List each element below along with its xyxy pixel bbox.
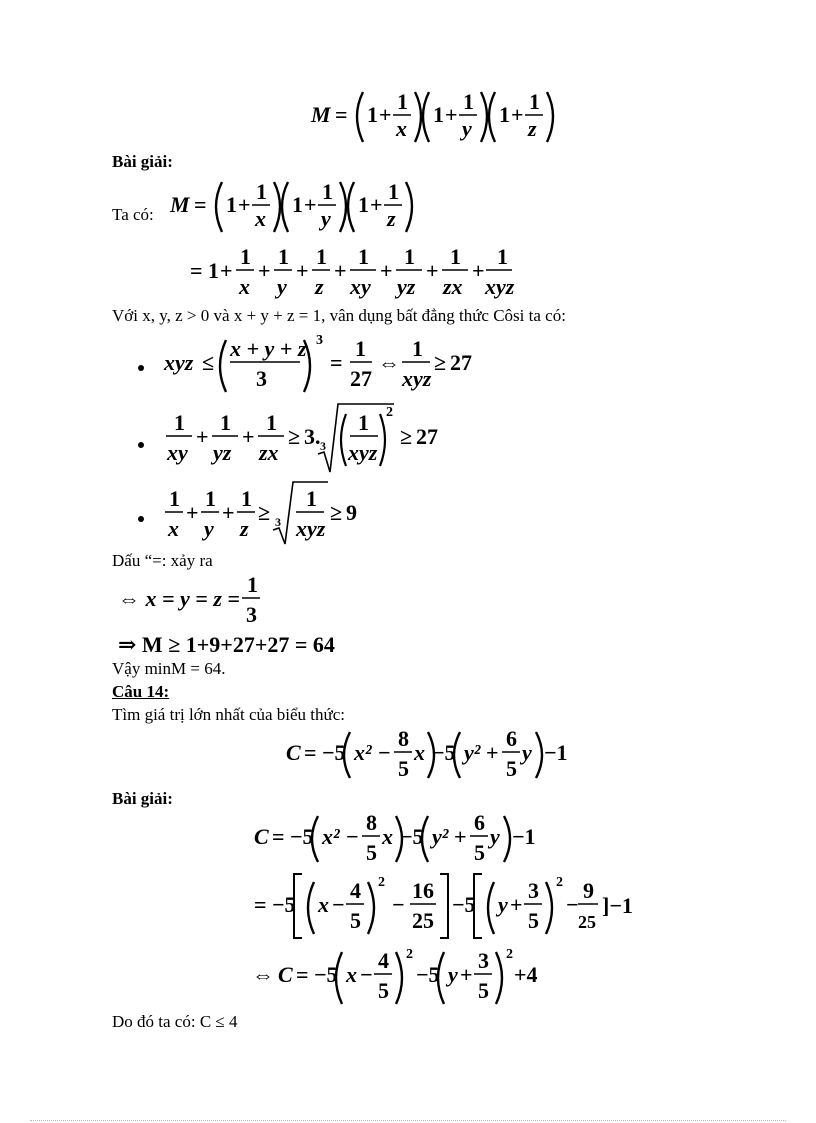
svg-text:−: − (566, 892, 579, 917)
svg-text:6: 6 (474, 810, 485, 835)
svg-text:−: − (332, 892, 345, 917)
svg-text:1: 1 (306, 486, 317, 511)
svg-text:≤: ≤ (202, 350, 215, 375)
svg-text:y: y (204, 516, 214, 541)
svg-text:25: 25 (412, 908, 434, 933)
svg-text:xyz: xyz (296, 516, 326, 541)
svg-text:+: + (370, 192, 383, 217)
svg-text:x²: x² (322, 824, 340, 849)
svg-text:−: − (360, 962, 373, 987)
svg-text:+: + (454, 824, 467, 849)
svg-text:3: 3 (275, 515, 281, 529)
svg-text:≥: ≥ (400, 424, 413, 449)
svg-text:+: + (238, 192, 251, 217)
svg-text:−5: −5 (290, 824, 314, 849)
svg-text:3: 3 (316, 333, 323, 348)
final-text: Do đó ta có: C ≤ 4 (112, 1012, 238, 1031)
svg-text:3: 3 (478, 948, 489, 973)
svg-text:=: = (330, 350, 343, 375)
svg-text:x: x (414, 740, 425, 765)
ta-co-label: Ta có: (112, 205, 154, 224)
svg-text:3: 3 (246, 602, 257, 627)
svg-text:1: 1 (404, 244, 415, 269)
svg-text:4: 4 (378, 948, 389, 973)
svg-text:z: z (528, 116, 537, 141)
svg-text:x: x (396, 116, 407, 141)
svg-text:z: z (387, 206, 396, 231)
svg-text:⇔: ⇔ (252, 962, 274, 987)
svg-text:x: x (239, 274, 250, 299)
svg-text:=: = (254, 892, 267, 917)
svg-text:+: + (196, 424, 209, 449)
svg-text:1: 1 (278, 244, 289, 269)
svg-text:xyz: xyz (164, 350, 194, 375)
svg-text:8: 8 (366, 810, 377, 835)
svg-text:x: x (346, 962, 357, 987)
svg-text:−5: −5 (314, 962, 338, 987)
svg-text:−: − (378, 740, 391, 765)
svg-text:5: 5 (350, 908, 361, 933)
svg-text:5: 5 (378, 978, 389, 1003)
bullet-marker (138, 365, 144, 371)
svg-text:+: + (445, 102, 458, 127)
svg-text:x + y + z: x + y + z (230, 336, 307, 361)
svg-text:y: y (448, 962, 458, 987)
svg-text:+: + (460, 962, 473, 987)
svg-text:27: 27 (450, 350, 472, 375)
formula-bullet-3 (160, 478, 370, 548)
svg-text:≥: ≥ (330, 500, 343, 525)
svg-text:1: 1 (240, 244, 251, 269)
svg-text:=: = (296, 962, 309, 987)
svg-text:x: x (382, 824, 393, 849)
svg-text:1: 1 (358, 192, 369, 217)
svg-text:y²: y² (464, 740, 481, 765)
svg-text:x²: x² (354, 740, 372, 765)
svg-text:1: 1 (358, 244, 369, 269)
formula-implication (112, 630, 372, 660)
svg-text:y: y (321, 206, 331, 231)
svg-text:y: y (462, 116, 472, 141)
svg-text:=: = (304, 740, 317, 765)
svg-text:1: 1 (463, 89, 474, 114)
svg-text:1: 1 (499, 102, 510, 127)
svg-text:zx: zx (259, 440, 279, 465)
formula-c-solution-1 (250, 810, 550, 868)
svg-text:1: 1 (292, 192, 303, 217)
formula-bullet-1 (160, 330, 480, 400)
formula-c-solution-3 (250, 944, 550, 1010)
solution-heading-1: Bài giải: (112, 152, 173, 171)
svg-text:xyz: xyz (348, 440, 378, 465)
formula-m-definition (305, 82, 565, 150)
svg-text:1: 1 (355, 336, 366, 361)
question-14-title: Câu 14: (112, 682, 170, 701)
svg-text:+: + (511, 102, 524, 127)
svg-text:z: z (315, 274, 324, 299)
svg-text:2: 2 (506, 947, 513, 962)
svg-text:1: 1 (266, 410, 277, 435)
svg-text:x: x (255, 206, 266, 231)
svg-text:M: M (170, 192, 190, 217)
svg-text:≥: ≥ (288, 424, 301, 449)
svg-text:⇔ x = y = z =: ⇔ x = y = z = (118, 586, 240, 611)
svg-text:−5: −5 (452, 892, 476, 917)
svg-text:yz: yz (213, 440, 232, 465)
svg-text:+: + (242, 424, 255, 449)
svg-text:y: y (522, 740, 532, 765)
svg-text:1: 1 (174, 410, 185, 435)
svg-text:y: y (277, 274, 287, 299)
page-footer-divider (30, 1120, 786, 1121)
svg-text:+: + (426, 258, 439, 283)
svg-text:=: = (335, 102, 348, 127)
svg-text:5: 5 (506, 756, 517, 781)
svg-text:−: − (346, 824, 359, 849)
svg-text:+: + (186, 500, 199, 525)
svg-text:−5: −5 (400, 824, 424, 849)
svg-text:+: + (334, 258, 347, 283)
svg-text:1: 1 (226, 192, 237, 217)
svg-text:xy: xy (350, 274, 371, 299)
svg-text:=: = (194, 192, 207, 217)
svg-text:1: 1 (388, 179, 399, 204)
m-symbol: M (311, 102, 331, 127)
conclusion-text: Vậy minM = 64. (112, 659, 226, 678)
svg-text:6: 6 (506, 726, 517, 751)
svg-text:⇔: ⇔ (378, 350, 400, 375)
svg-text:3: 3 (256, 366, 267, 391)
svg-text:1: 1 (316, 244, 327, 269)
svg-text:1: 1 (433, 102, 444, 127)
svg-text:1: 1 (397, 89, 408, 114)
svg-text:1: 1 (205, 486, 216, 511)
svg-text:C: C (286, 740, 301, 765)
svg-text:1: 1 (322, 179, 333, 204)
svg-text:+: + (296, 258, 309, 283)
svg-text:xyz: xyz (402, 366, 432, 391)
svg-text:−5: −5 (272, 892, 296, 917)
svg-text:25: 25 (578, 912, 596, 932)
svg-text:1: 1 (497, 244, 508, 269)
svg-text:zx: zx (443, 274, 463, 299)
condition-text: Với x, y, z > 0 và x + y + z = 1, vân dụng bất đẳng thức Côsi ta có: (112, 306, 566, 325)
question-14-prompt: Tìm giá trị lớn nhất của biểu thức: (112, 705, 346, 724)
svg-text:⇒ M ≥ 1+9+27+27 = 64: ⇒ M ≥ 1+9+27+27 = 64 (118, 632, 335, 657)
svg-text:3: 3 (320, 439, 326, 453)
equality-condition-text: Dấu “=: xảy ra (112, 551, 213, 570)
solution-heading-2: Bài giải: (112, 789, 173, 808)
svg-text:1: 1 (412, 336, 423, 361)
svg-text:+: + (380, 258, 393, 283)
svg-text:5: 5 (366, 840, 377, 865)
svg-text:2: 2 (406, 947, 413, 962)
svg-text:−: − (392, 892, 405, 917)
svg-text:9: 9 (583, 878, 594, 903)
svg-text:27: 27 (350, 366, 372, 391)
svg-text:5: 5 (474, 840, 485, 865)
formula-c-solution-2-tail: ]−1 (602, 893, 633, 918)
svg-text:y: y (498, 892, 508, 917)
svg-text:+: + (379, 102, 392, 127)
svg-text:2: 2 (378, 875, 385, 890)
svg-text:1: 1 (450, 244, 461, 269)
svg-text:x: x (168, 516, 179, 541)
svg-text:+4: +4 (514, 962, 538, 987)
formula-equality (112, 572, 282, 630)
formula-m-expanded (186, 242, 516, 302)
svg-text:C: C (278, 962, 293, 987)
svg-text:=: = (272, 824, 285, 849)
svg-text:5: 5 (398, 756, 409, 781)
svg-text:9: 9 (346, 500, 357, 525)
svg-text:1: 1 (367, 102, 378, 127)
svg-text:8: 8 (398, 726, 409, 751)
svg-text:xyz: xyz (485, 274, 515, 299)
svg-text:yz: yz (397, 274, 416, 299)
svg-text:3: 3 (528, 878, 539, 903)
svg-text:16: 16 (412, 878, 434, 903)
svg-text:+: + (258, 258, 271, 283)
svg-text:2: 2 (386, 405, 393, 420)
svg-text:+: + (222, 500, 235, 525)
svg-text:−5: −5 (432, 740, 456, 765)
svg-text:x: x (318, 892, 329, 917)
svg-text:1: 1 (529, 89, 540, 114)
svg-text:4: 4 (350, 878, 361, 903)
svg-text:1: 1 (241, 486, 252, 511)
svg-text:3.: 3. (304, 424, 321, 449)
svg-text:≥: ≥ (258, 500, 271, 525)
svg-text:C: C (254, 824, 269, 849)
svg-text:1: 1 (256, 179, 267, 204)
svg-text:y: y (490, 824, 500, 849)
svg-text:+: + (510, 892, 523, 917)
formula-c-definition (282, 726, 582, 784)
svg-text:+: + (304, 192, 317, 217)
svg-text:5: 5 (528, 908, 539, 933)
svg-text:1: 1 (358, 410, 369, 435)
svg-text:=: = (190, 258, 203, 283)
svg-text:−5: −5 (416, 962, 440, 987)
svg-text:1: 1 (208, 258, 219, 283)
svg-text:−5: −5 (322, 740, 346, 765)
svg-text:−1: −1 (544, 740, 568, 765)
svg-text:y²: y² (432, 824, 449, 849)
svg-text:1: 1 (220, 410, 231, 435)
svg-text:5: 5 (478, 978, 489, 1003)
svg-text:2: 2 (556, 875, 563, 890)
bullet-marker (138, 442, 144, 448)
svg-text:≥: ≥ (434, 350, 447, 375)
svg-text:+: + (220, 258, 233, 283)
svg-text:−1: −1 (512, 824, 536, 849)
formula-m-restated (164, 172, 424, 240)
svg-text:27: 27 (416, 424, 438, 449)
svg-text:+: + (472, 258, 485, 283)
svg-text:1: 1 (169, 486, 180, 511)
svg-text:xy: xy (167, 440, 188, 465)
svg-text:z: z (240, 516, 249, 541)
bullet-marker (138, 516, 144, 522)
formula-c-solution-2 (250, 868, 610, 944)
svg-text:1: 1 (247, 572, 258, 597)
formula-bullet-2 (160, 400, 450, 476)
svg-text:+: + (486, 740, 499, 765)
